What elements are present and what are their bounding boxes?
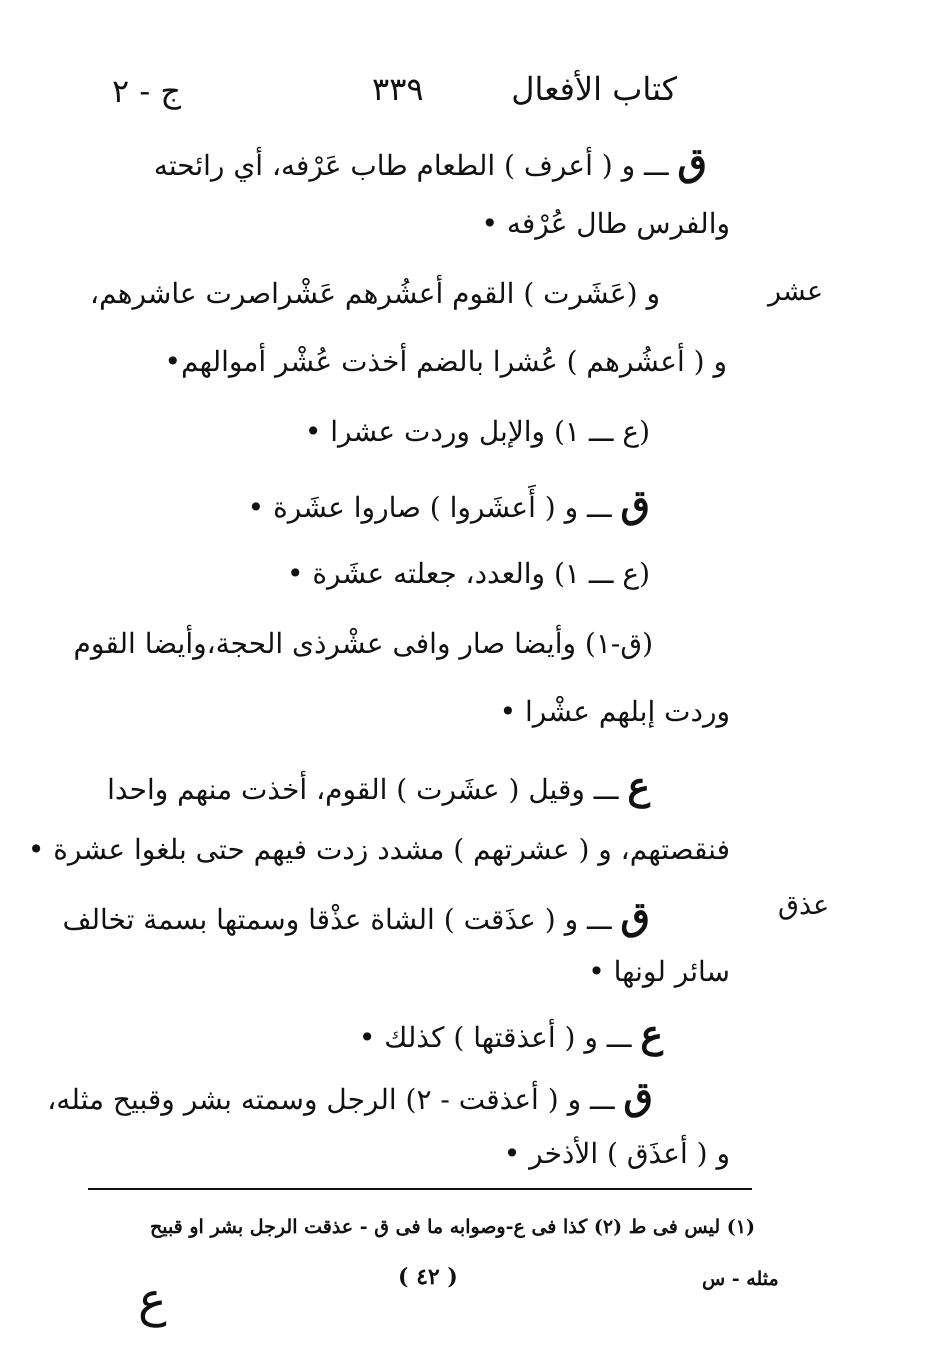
volume-label: ج - ٢ <box>112 72 181 110</box>
line-text: ـــ و ( أعرف ) الطعام طاب عَرْفه، أي رائحته <box>153 149 669 182</box>
margin-word-adhq: عذق <box>778 890 830 921</box>
text-line <box>73 624 653 664</box>
text-line <box>247 481 650 528</box>
signature-number: ( ٤٢ ) <box>398 1264 458 1290</box>
source-marker: ق <box>623 1073 653 1118</box>
line-text: ـــ و ( أَعشَروا ) صاروا عشَرة • <box>247 491 612 524</box>
text-line <box>588 952 730 992</box>
source-marker: ع <box>640 1011 663 1056</box>
source-marker: ق <box>620 893 650 938</box>
line-text: ـــ و ( عذَقت ) الشاة عذْقا وسمتها بسمة تخالف <box>62 903 612 936</box>
line-text: (ع ـــ ١) والإبل وردت عشرا • <box>304 415 650 448</box>
text-line <box>62 893 650 940</box>
line-text: سائر لونها • <box>588 955 730 988</box>
source-marker: ق <box>620 481 650 526</box>
text-line <box>28 830 730 870</box>
line-text: ـــ و ( أعذقتها ) كذلك • <box>358 1021 632 1054</box>
text-line <box>90 274 660 314</box>
signature-letter: ع <box>138 1272 167 1328</box>
line-text: و ( أعذَق ) الأذخر • <box>503 1137 730 1170</box>
book-title: كتاب الأفعال <box>511 70 677 108</box>
footnote-line: (١) ليس فى ط (٢) كذا فى ع-وصوابه ما فى ق - عذقت الرجل بشر او قبيح <box>149 1216 755 1238</box>
line-text: والفرس طال عُرْفه • <box>481 207 730 240</box>
footnote-rule <box>88 1188 752 1190</box>
text-line <box>107 763 650 810</box>
line-text: ـــ و ( أعذقت - ٢) الرجل وسمته بشر وقبيح مثله، <box>47 1083 615 1116</box>
margin-word-ashr: عشر <box>768 276 824 307</box>
line-text: و (عَشَرت ) القوم أعشُرهم عَشْراصرت عاشرهم، <box>90 277 660 310</box>
text-line <box>165 342 727 382</box>
source-marker: ق <box>677 139 707 184</box>
text-line <box>47 1073 653 1120</box>
text-line <box>287 554 650 594</box>
footnote-source: مثله - س <box>702 1268 779 1290</box>
text-line <box>481 204 730 244</box>
text-line <box>504 1134 730 1174</box>
line-text: وردت إبلهم عشْرا • <box>499 695 730 728</box>
line-text: و ( أعشُرهم ) عُشرا بالضم أخذت عُشْر أموالهم• <box>164 345 727 378</box>
line-text: (ق-١) وأيضا صار وافى عشْرذى الحجة،وأيضا القوم <box>73 627 653 660</box>
text-line <box>97 139 707 186</box>
page-number: ٣٣٩ <box>372 70 424 108</box>
line-text: (ع ـــ ١) والعدد، جعلته عشَرة • <box>286 557 650 590</box>
text-line <box>500 692 730 732</box>
text-line <box>358 1011 663 1058</box>
line-text: ـــ وقيل ( عشَرت ) القوم، أخذت منهم واحدا <box>107 773 619 806</box>
line-text: فنقصتهم، و ( عشرتهم ) مشدد زدت فيهم حتى بلغوا عشرة • <box>27 833 730 866</box>
source-marker: ع <box>627 763 650 808</box>
text-line <box>305 412 650 452</box>
